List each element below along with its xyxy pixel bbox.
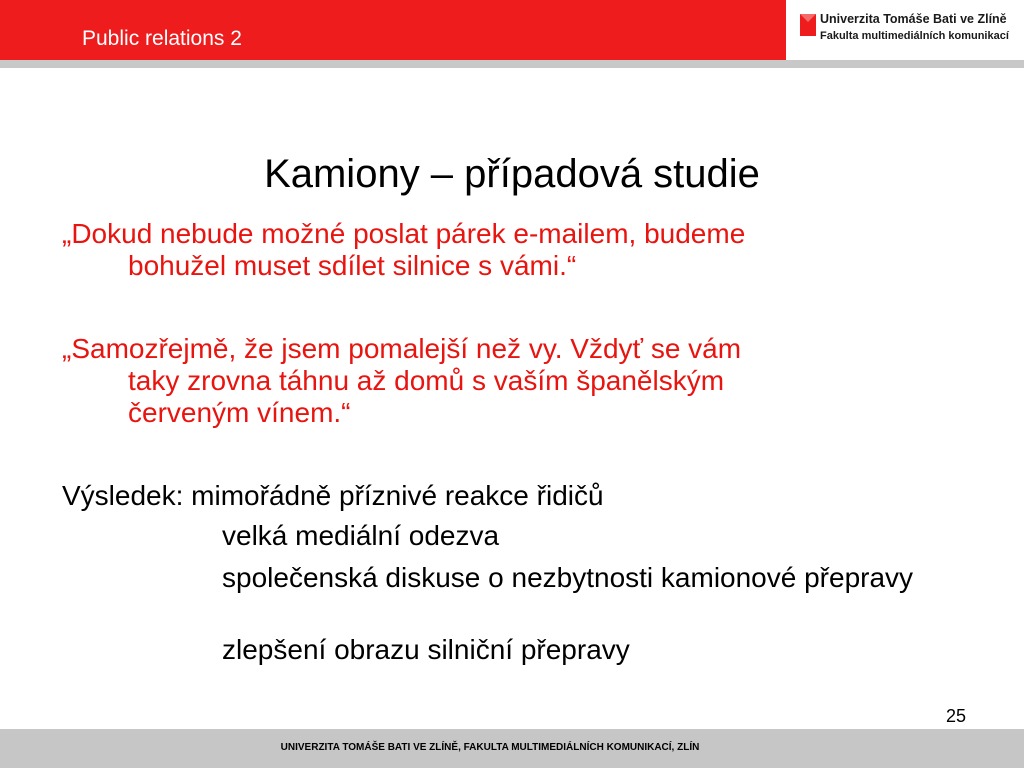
footer-bar: [0, 729, 1024, 768]
result-sub-item: velká mediální odezva: [222, 520, 500, 551]
logo-university-name: Univerzita Tomáše Bati ve Zlíně: [820, 12, 1007, 26]
header-divider: [0, 60, 1024, 68]
quote-1-line-2: bohužel muset sdílet silnice s vámi.“: [128, 250, 577, 281]
result-sub-item: zlepšení obrazu silniční přepravy: [222, 634, 630, 665]
page-number: 25: [945, 706, 966, 726]
university-logo: [786, 0, 1024, 60]
footer-text: UNIVERZITA TOMÁŠE BATI VE ZLÍNĚ, FAKULTA MULTIMEDIÁLNÍCH KOMUNIKACÍ, ZLÍN: [280, 742, 700, 753]
header-bar: [0, 0, 786, 60]
quote-2-line-3: červeným vínem.“: [128, 397, 351, 428]
quote-1: [62, 218, 962, 282]
course-title: Public relations 2: [82, 27, 242, 50]
slide-title: Kamiony – případová studie: [264, 152, 760, 196]
result-sub-item: společenská diskuse o nezbytnosti kamionové přepravy: [222, 562, 914, 593]
quote-2: [62, 333, 962, 429]
quote-1-line-1: „Dokud nebude možné poslat párek e-mailem, budeme: [62, 218, 746, 249]
quote-2-line-2: taky zrovna táhnu až domů s vaším španělským: [128, 365, 725, 396]
quote-2-line-1: „Samozřejmě, že jsem pomalejší než vy. Vždyť se vám: [62, 333, 742, 364]
result-line: Výsledek: mimořádně příznivé reakce řidičů: [62, 480, 604, 511]
university-logo-icon: [800, 14, 816, 36]
logo-faculty-name: Fakulta multimediálních komunikací: [820, 30, 1009, 42]
